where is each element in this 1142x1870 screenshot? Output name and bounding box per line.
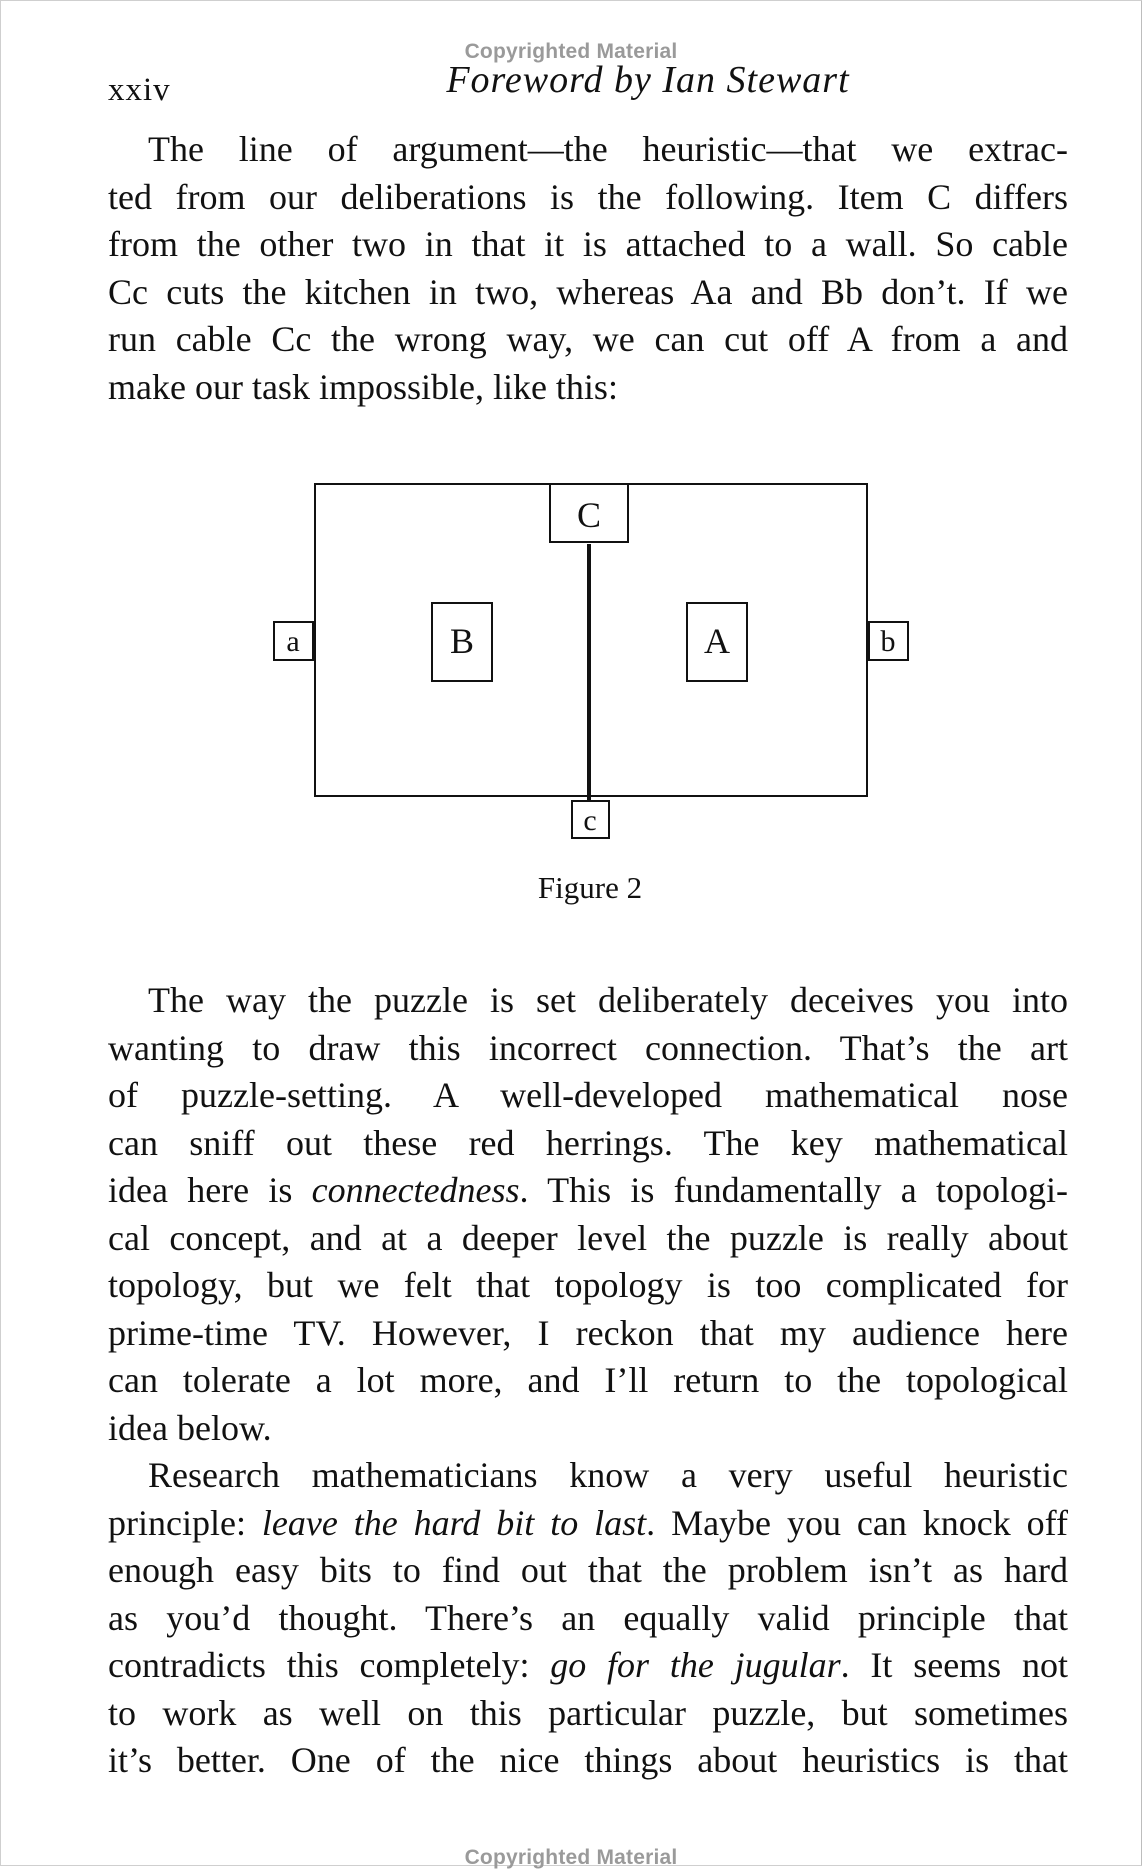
- text-line: wanting to draw this incorrect connection. That’s the art: [108, 1027, 1068, 1068]
- text-run: . Maybe you can knock off: [646, 1502, 1068, 1543]
- text-line: [108, 1642, 1068, 1690]
- item-C-label: C: [576, 495, 602, 535]
- text-run: contradicts this completely:: [108, 1645, 551, 1685]
- emphasis-leave-hard-bit: leave the hard bit to last: [261, 1502, 647, 1543]
- text-line: cal concept, and at a deeper level the puzzle is really about: [108, 1217, 1068, 1258]
- text-line: can tolerate a lot more, and I’ll return to the topological: [108, 1360, 1068, 1400]
- item-B-label: B: [449, 621, 475, 661]
- text-line: run cable Cc the wrong way, we can cut off A from a and: [108, 319, 1068, 359]
- text-line: idea below.: [108, 1407, 272, 1448]
- running-head: [108, 58, 1068, 108]
- text-run: . This is fundamentally a topologi-: [519, 1170, 1068, 1210]
- text-line: it’s better. One of the nice things about heuristics is that: [108, 1740, 1068, 1780]
- kitchen-diagram: [270, 478, 920, 850]
- text-line: enough easy bits to find out that the problem isn’t as hard: [108, 1550, 1068, 1590]
- text-run: . It seems not: [840, 1645, 1068, 1685]
- text-line: The way the puzzle is set deliberately deceives you into: [148, 980, 1068, 1020]
- text-line: Research mathematicians know a very useful heuristic: [148, 1455, 1068, 1495]
- text-line: from the other two in that it is attached to a wall. So cable: [108, 224, 1068, 264]
- text-line: topology, but we felt that topology is too complicated for: [108, 1265, 1068, 1305]
- text-line: as you’d thought. There’s an equally valid principle that: [108, 1597, 1068, 1638]
- watermark-top: Copyrighted Material: [464, 40, 678, 63]
- text-run: idea here is: [108, 1170, 312, 1210]
- text-line: make our task impossible, like this:: [108, 366, 618, 407]
- emphasis-go-for-jugular: go for the jugular: [550, 1645, 841, 1685]
- text-run: principle:: [108, 1502, 262, 1543]
- socket-a-label: a: [286, 625, 300, 658]
- socket-c-label: c: [583, 804, 597, 837]
- watermark-bottom: Copyrighted Material: [464, 1846, 678, 1869]
- emphasis-connectedness: connectedness: [311, 1170, 520, 1210]
- running-title: Foreword by Ian Stewart: [446, 59, 850, 101]
- paragraph-1: [108, 126, 1068, 411]
- text-line: [108, 1167, 1068, 1215]
- paragraph-3: [108, 1452, 1068, 1785]
- text-line: can sniff out these red herrings. The key mathematical: [108, 1122, 1068, 1163]
- text-line: prime-time TV. However, I reckon that my audience here: [108, 1312, 1068, 1353]
- page-number: xxiv: [108, 72, 171, 108]
- text-line: [108, 1500, 1068, 1548]
- paragraph-2: [108, 977, 1068, 1452]
- figure-2-diagram: [270, 478, 920, 850]
- text-line: ted from our deliberations is the following. Item C differs: [108, 176, 1068, 217]
- text-line: to work as well on this particular puzzle, but sometimes: [108, 1692, 1068, 1733]
- text-line: of puzzle-setting. A well-developed mathematical nose: [108, 1075, 1068, 1115]
- socket-b-label: b: [880, 625, 896, 658]
- text-line: Cc cuts the kitchen in two, whereas Aa and Bb don’t. If we: [108, 271, 1068, 312]
- item-A-label: A: [704, 621, 730, 661]
- figure-caption: Figure 2: [537, 870, 643, 905]
- text-line: The line of argument—the heuristic—that we extrac-: [148, 129, 1068, 169]
